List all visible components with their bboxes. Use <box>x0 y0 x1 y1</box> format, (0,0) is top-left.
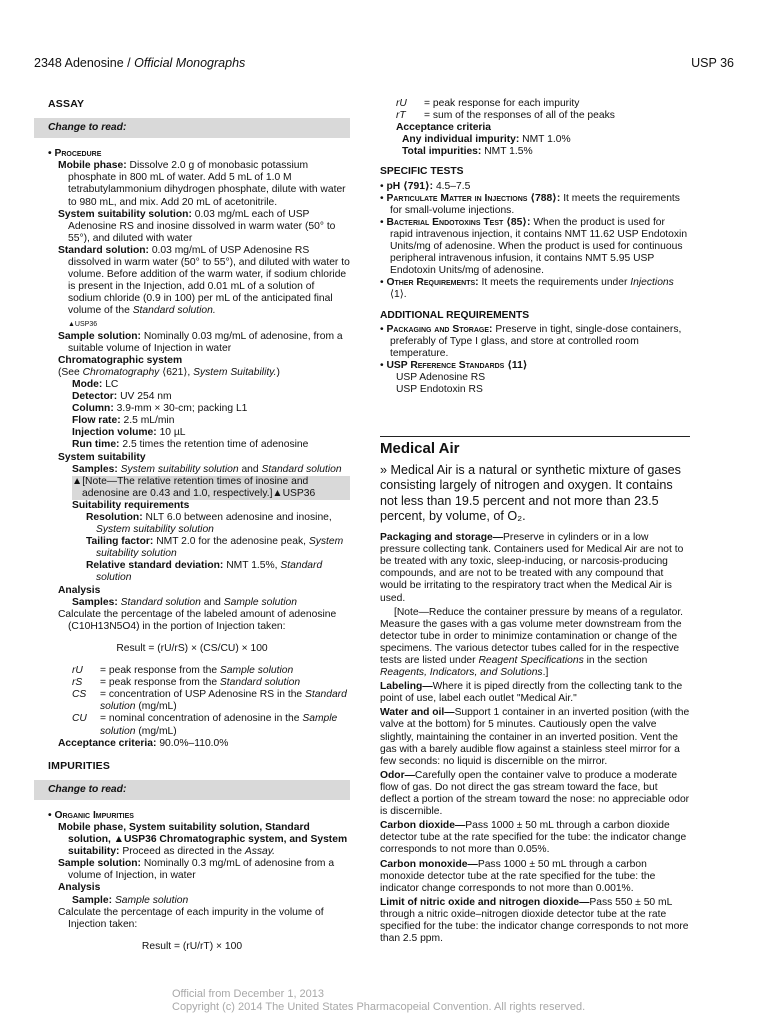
symbol: rU <box>396 98 407 109</box>
carbon-monoxide: Carbon monoxide—Pass 1000 ± 50 mL through a carbon monoxide detector tube at the rate specified for the tube: the indicator change corresponds to not more than 0.001%. <box>380 858 656 894</box>
impurity-definitions <box>380 98 690 122</box>
particulate-matter-test: • Particulate Matter in Injections ⟨788⟩: It meets the requirements for small-volume injections. <box>380 192 680 216</box>
relative-standard-deviation: Relative standard deviation: NMT 1.5%, Standard solution <box>86 560 323 584</box>
change-to-read-banner-2: Change to read: <box>34 780 350 800</box>
standard-solution: Standard solution: 0.03 mg/mL of USP Adenosine RS dissolved in warm water (50° to 55°), and diluted with water to volume. Before addition of the warm water, if sodium chloride is present in the Injection, add 0.01 mL of a solution of sodium chloride (0.9 in 100) per mL of the anticipated final volume of the Standard solution. ▲USP36 <box>58 244 350 328</box>
labeling: Labeling—Where it is piped directly from the collecting tank to the point of use, label each outlet "Medical Air." <box>380 681 683 705</box>
monograph-divider <box>380 436 690 437</box>
oi-analysis: Analysis <box>58 882 101 894</box>
symbol-definition <box>396 110 690 122</box>
footer-official-date: Official from December 1, 2013 <box>172 988 325 1000</box>
symbol-definition <box>72 665 350 677</box>
definition-text: = sum of the responses of all of the peaks <box>424 110 615 122</box>
run-time: Run time: 2.5 times the retention time of adenosine <box>72 439 309 451</box>
odor: Odor—Carefully open the container valve to produce a moderate flow of gas. Do not direct the gas stream toward the face, but deflect a portion of the stream toward the nose: no appreciable odor is discernible. <box>380 769 690 818</box>
mobile-phase: Mobile phase: Dissolve 2.0 g of monobasic potassium phosphate in 800 mL of water. Add 5 mL of 1.0 M tetrabutylammonium dihydrogen phosphate, dilute with water to 980 mL, and mix. Add 20 mL of acetonitrile. <box>58 160 346 208</box>
injection-volume: Injection volume: 10 µL <box>72 427 186 439</box>
running-header-left: 2348 Adenosine / Official Monographs <box>34 56 246 70</box>
organic-impurities-heading: • Organic Impurities <box>48 810 350 822</box>
suitability-requirements: Suitability requirements <box>72 499 190 511</box>
oi-sample: Sample: Sample solution <box>72 894 189 906</box>
any-individual-impurity: Any individual impurity: NMT 1.0% <box>402 134 571 146</box>
calc-instruction: Calculate the percentage of the labeled amount of adenosine (C10H13N5O4) in the portion of Injection taken: <box>58 608 337 632</box>
sample-solution: Sample solution: Nominally 0.03 mg/mL of adenosine, from a suitable volume of Injection in water <box>58 330 343 354</box>
system-suitability-label: System suitability <box>58 451 146 463</box>
tailing-factor: Tailing factor: NMT 2.0 for the adenosine peak, System suitability solution <box>86 536 344 560</box>
flow-rate: Flow rate: 2.5 mL/min <box>72 415 175 427</box>
page-footer <box>172 988 585 1014</box>
definition-text: = peak response for each impurity <box>424 98 580 109</box>
column: Column: 3.9-mm × 30-cm; packing L1 <box>72 403 248 415</box>
assay-formula: Result = (rU/rS) × (CS/CU) × 100 <box>116 642 268 654</box>
oi-sample-solution: Sample solution: Nominally 0.3 mg/mL of adenosine from a volume of Injection, in water <box>58 858 335 882</box>
footer-copyright: Copyright (c) 2014 The United States Pharmacopeial Convention. All rights reserved. <box>172 1001 586 1013</box>
impurities-heading: IMPURITIES <box>48 759 111 772</box>
symbol-definition <box>72 713 350 737</box>
ref-standard-item: USP Endotoxin RS <box>396 384 483 396</box>
definition-text: = concentration of USP Adenosine RS in the Standard solution (mg/mL) <box>100 689 347 713</box>
detector: Detector: UV 254 nm <box>72 391 172 403</box>
symbol-definition <box>72 677 350 689</box>
monograph-title: Medical Air <box>380 440 460 458</box>
symbol: rS <box>72 677 83 689</box>
acceptance-criteria-label: Acceptance criteria <box>396 122 492 134</box>
ph-test: • pH ⟨791⟩: 4.5–7.5 <box>380 180 471 192</box>
change-to-read-banner: Change to read: <box>34 118 350 138</box>
monograph-definition: » Medical Air is a natural or synthetic mixture of gases consisting largely of nitrogen and oxygen. It contains not less than 19.5 percent and not more than 23.5 percent, by volume, of O₂. <box>380 463 681 523</box>
other-requirements: • Other Requirements: It meets the requirements under Injections ⟨1⟩. <box>380 277 674 301</box>
resolution: Resolution: NLT 6.0 between adenosine and inosine, System suitability solution <box>86 512 332 536</box>
symbol: rT <box>396 110 406 122</box>
system-suitability-solution: System suitability solution: 0.03 mg/mL each of USP Adenosine RS and inosine dissolved in warm water (50° to 55°), and diluted with water <box>58 208 336 244</box>
total-impurities: Total impurities: NMT 1.5% <box>402 146 533 158</box>
packaging-storage: • Packaging and Storage: Preserve in tight, single-dose containers, preferably of Type I glass, and store at controlled room temperature. <box>380 323 682 359</box>
page-number: 2348 <box>34 56 62 70</box>
chrom-see-ref: (See Chromatography ⟨621⟩, System Suitability.) <box>58 366 280 378</box>
chrom-system-label: Chromatographic system <box>58 354 183 366</box>
symbol: rU <box>72 665 83 677</box>
left-column <box>34 96 350 963</box>
running-header-right: USP 36 <box>691 56 734 70</box>
detector-tube-note: [Note—Reduce the container pressure by means of a regulator. Measure the gases with a gas volume meter downstream from the detector tube in order to minimize contamination or change of the specimens. The various detector tubes called for in the respective tests are listed under Reagent Specifications in the section Reagents, Indicators, and Solutions.] <box>380 606 684 679</box>
symbol: CS <box>72 689 87 701</box>
oi-procedure: Mobile phase, System suitability solution, Standard solution, ▲USP36 Chromatographic system, and System suitability: Proceed as directed in the Assay. <box>58 821 348 858</box>
water-and-oil: Water and oil—Support 1 container in an inverted position (with the valve at the bottom) for 5 minutes. Cautiously open the valve slightly, maintaining the container in an inverted position. Vent the gas with a barely audible flow against a stainless steel mirror for a few seconds: no liquid is discernible on the mirror. <box>380 707 690 767</box>
note-retention-times: ▲[Note—The relative retention times of inosine and adenosine are 0.43 and 1.0, respectively.]▲USP36 <box>72 476 350 500</box>
analysis-samples: Samples: Standard solution and Sample solution <box>72 596 297 608</box>
ref-standard-item: USP Adenosine RS <box>396 371 486 383</box>
assay-definitions <box>34 665 350 738</box>
assay-heading: ASSAY <box>48 98 85 110</box>
additional-requirements-heading: ADDITIONAL REQUIREMENTS <box>380 309 530 321</box>
carbon-dioxide: Carbon dioxide—Pass 1000 ± 50 mL through a carbon dioxide detector tube at the rate specified for the tube: the indicator change corresponds to not more than 0.05%. <box>380 820 687 856</box>
right-column <box>380 98 690 947</box>
monograph-name: Adenosine <box>64 56 124 70</box>
symbol: CU <box>72 713 87 725</box>
definition-text: = peak response from the Standard solution <box>100 677 301 689</box>
packaging-and-storage: Packaging and storage—Preserve in cylinders or in a low pressure collecting tank. Containers used for Medical Air are not to be treated with any toxic, sleep-inducing, or narcosis-producing compounds, and are not to be treated with any compound that would be irritating to the respiratory tract when the Medical Air is used. <box>380 532 684 604</box>
oi-formula: Result = (rU/rT) × 100 <box>141 940 243 952</box>
nitric-oxide-limit: Limit of nitric oxide and nitrogen dioxide—Pass 550 ± 50 mL through a nitric oxide–nitrogen dioxide detector tube at the rate specified for the tube: the indicator change corresponds to not more than 2.5 ppm. <box>380 896 689 945</box>
analysis-label: Analysis <box>58 584 101 596</box>
bacterial-endotoxins-test: • Bacterial Endotoxins Test ⟨85⟩: When the product is used for rapid intravenous injection, it contains NMT 11.62 USP Endotoxin Units/mg of adenosine. When the product is used for continuous peripheral intravenous infusion, it contains NMT 5.95 USP Endotoxin Units/mg of adenosine. <box>380 216 688 277</box>
definition-text: = peak response from the Sample solution <box>100 665 294 677</box>
definition-text: = nominal concentration of adenosine in the Sample solution (mg/mL) <box>100 713 338 737</box>
oi-calc: Calculate the percentage of each impurity in the volume of Injection taken: <box>58 906 324 930</box>
acceptance-criteria: Acceptance criteria: 90.0%–110.0% <box>58 737 229 749</box>
symbol-definition <box>72 689 350 713</box>
section-name: Official Monographs <box>134 56 246 70</box>
specific-tests-heading: SPECIFIC TESTS <box>380 166 464 178</box>
symbol-definition <box>396 98 690 110</box>
mode: Mode: LC <box>72 378 119 390</box>
ss-samples: Samples: System suitability solution and Standard solution <box>72 463 342 475</box>
procedure-heading: • Procedure <box>48 148 350 160</box>
reference-standards: • USP Reference Standards ⟨11⟩ <box>380 359 528 371</box>
